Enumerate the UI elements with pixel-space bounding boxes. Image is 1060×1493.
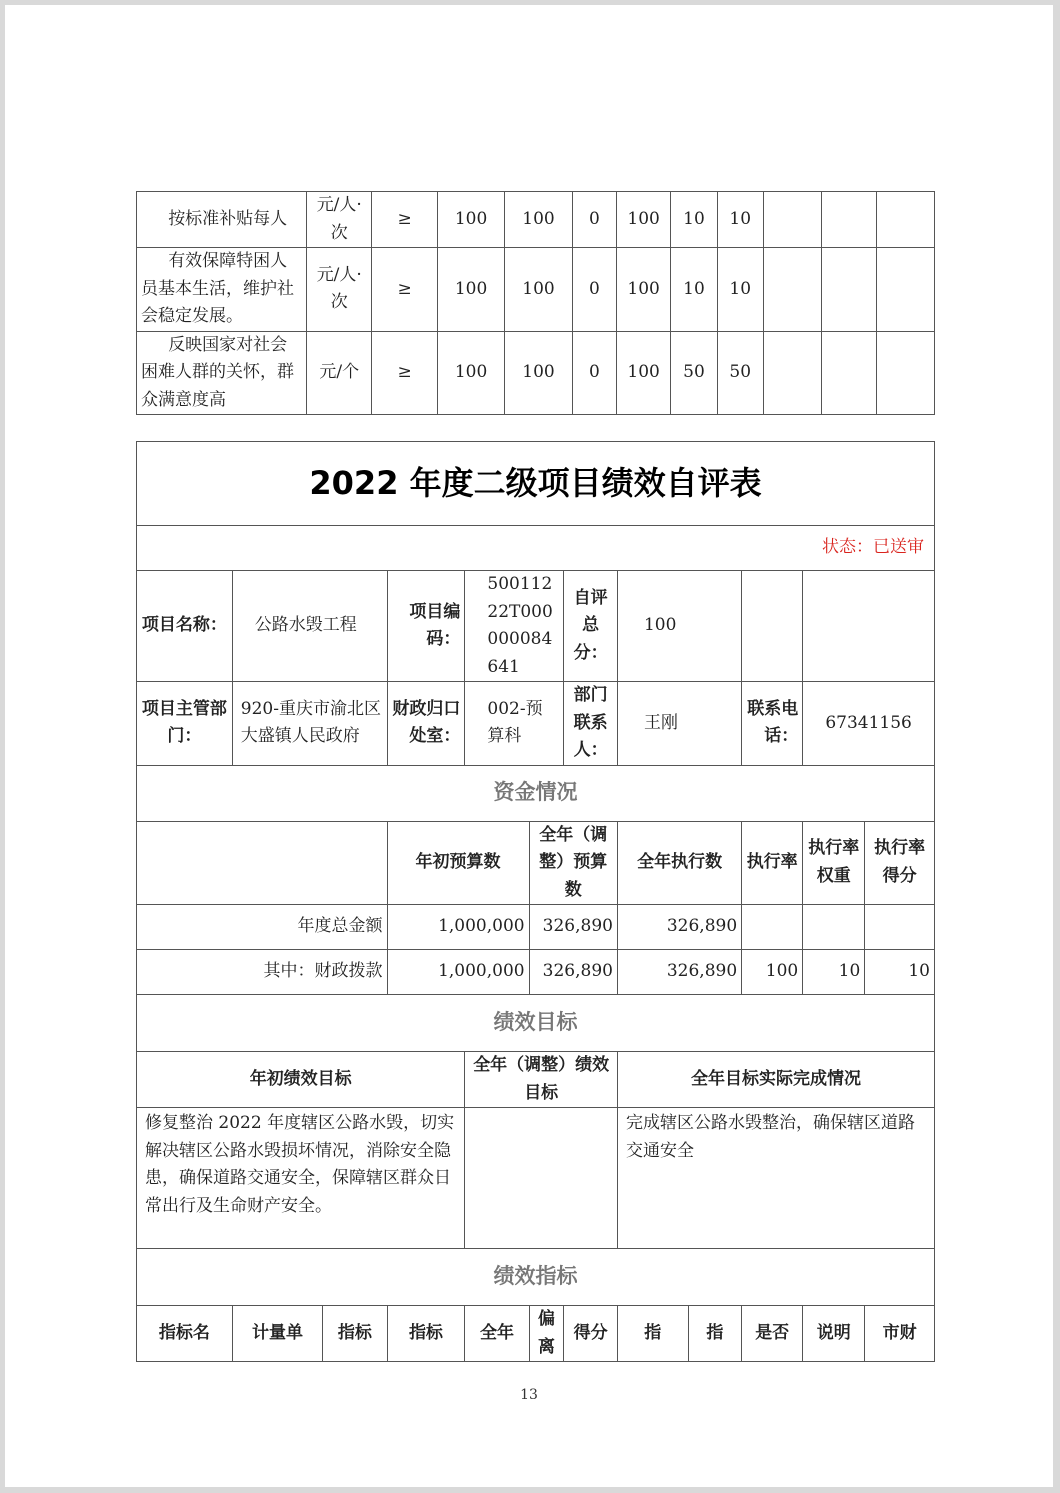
empty-cell [876,248,934,332]
goals-header: 年初绩效目标 [137,1052,465,1108]
funds-cell [742,905,803,950]
indicators-header: 市财 [865,1306,935,1362]
project-code-label: 项目编码： [387,571,465,682]
info-row [137,571,935,682]
indicator-value: 100 [616,192,670,248]
phone-label: 联系电话： [742,682,803,766]
goals-content-row [137,1108,935,1249]
dept-value: 920-重庆市渝北区大盛镇人民政府 [232,682,387,766]
indicator-value: 100 [437,192,504,248]
section-row [137,995,935,1052]
indicator-operator: ≥ [372,248,437,332]
indicator-value: 50 [717,331,763,415]
page-number: 13 [520,1387,538,1403]
contact-value: 王刚 [617,682,741,766]
empty-cell [822,192,876,248]
indicators-section-title: 绩效指标 [137,1249,935,1306]
empty-cell [763,192,821,248]
adjusted-goal [465,1108,618,1249]
indicator-value: 0 [572,248,616,332]
indicator-operator: ≥ [372,331,437,415]
indicator-value: 100 [505,192,572,248]
funds-header: 执行率权重 [803,821,865,905]
phone-value: 67341156 [803,682,935,766]
indicator-value: 10 [671,248,717,332]
dept-label: 项目主管部门： [137,682,233,766]
title-row [137,442,935,526]
empty-cell [763,248,821,332]
table-row [137,905,935,950]
goals-section-title: 绩效目标 [137,995,935,1052]
indicators-header: 得分 [564,1306,618,1362]
project-code-value: 50011222T000000084641 [465,571,564,682]
funds-header: 全年执行数 [617,821,741,905]
indicators-header: 指 [688,1306,742,1362]
indicator-value: 0 [572,331,616,415]
section-row [137,1249,935,1306]
contact-label: 部门联系人： [564,682,618,766]
goals-header: 全年（调整）绩效目标 [465,1052,618,1108]
indicator-value: 10 [717,248,763,332]
finance-office-value: 002-预算科 [465,682,564,766]
indicator-value: 100 [616,248,670,332]
funds-cell [803,905,865,950]
indicators-header: 指 [617,1306,688,1362]
indicators-header: 指标 [387,1306,465,1362]
empty-cell [137,821,388,905]
indicator-unit: 元/人·次 [307,248,372,332]
funds-cell: 10 [803,950,865,995]
funds-cell: 10 [865,950,935,995]
indicator-unit: 元/个 [307,331,372,415]
indicator-desc: 有效保障特困人员基本生活，维护社会稳定发展。 [137,248,307,332]
actual-completion: 完成辖区公路水毁整治，确保辖区道路交通安全 [617,1108,934,1249]
funds-cell [865,905,935,950]
funds-cell: 326,890 [617,905,741,950]
indicator-value: 100 [616,331,670,415]
project-name-label: 项目名称： [137,571,233,682]
empty-cell [763,331,821,415]
indicator-value: 10 [671,192,717,248]
status-row [137,526,935,571]
funds-header: 全年（调整）预算数 [529,821,617,905]
funds-cell: 326,890 [529,950,617,995]
goals-header: 全年目标实际完成情况 [617,1052,934,1108]
table-row [137,248,935,332]
funds-header-row [137,821,935,905]
funds-section-title: 资金情况 [137,765,935,821]
initial-goal: 修复整治 2022 年度辖区公路水毁，切实解决辖区公路水毁损坏情况，消除安全隐患，确保道路交通安全，保障辖区群众日常出行及生命财产安全。 [137,1108,465,1249]
indicator-continuation-table [136,191,935,415]
funds-cell: 1,000,000 [387,950,529,995]
empty-cell [822,331,876,415]
empty-cell [822,248,876,332]
indicator-value: 50 [671,331,717,415]
funds-row-label: 其中：财政拨款 [137,950,388,995]
funds-header: 执行率 [742,821,803,905]
empty-cell [803,571,935,682]
empty-cell [742,571,803,682]
indicator-value: 100 [505,331,572,415]
indicator-operator: ≥ [372,192,437,248]
indicator-value: 100 [505,248,572,332]
finance-office-label: 财政归口处室： [387,682,465,766]
indicators-header: 指标名 [137,1306,233,1362]
funds-header: 年初预算数 [387,821,529,905]
evaluation-form [136,441,935,1362]
status-badge: 状态：已送审 [137,526,935,571]
indicators-header-row [137,1306,935,1362]
indicators-header: 全年 [465,1306,529,1362]
indicator-value: 10 [717,192,763,248]
indicator-desc: 反映国家对社会困难人群的关怀，群众满意度高 [137,331,307,415]
indicator-value: 100 [437,331,504,415]
funds-cell: 326,890 [529,905,617,950]
indicator-desc: 按标准补贴每人 [137,192,307,248]
indicators-header: 计量单 [232,1306,323,1362]
table-row [137,950,935,995]
info-row [137,682,935,766]
page-title: 2022 年度二级项目绩效自评表 [137,442,935,526]
indicators-header: 偏离 [529,1306,564,1362]
empty-cell [876,331,934,415]
empty-cell [876,192,934,248]
document-page [5,5,1053,1487]
funds-row-label: 年度总金额 [137,905,388,950]
indicator-value: 100 [437,248,504,332]
indicators-header: 指标 [323,1306,387,1362]
self-score-label: 自评总分： [564,571,618,682]
table-row [137,192,935,248]
funds-cell: 100 [742,950,803,995]
funds-cell: 326,890 [617,950,741,995]
table-row [137,331,935,415]
funds-cell: 1,000,000 [387,905,529,950]
indicators-header: 是否 [742,1306,803,1362]
indicator-value: 0 [572,192,616,248]
funds-header: 执行率得分 [865,821,935,905]
goals-header-row [137,1052,935,1108]
self-score-value: 100 [617,571,741,682]
indicators-header: 说明 [803,1306,865,1362]
project-name-value: 公路水毁工程 [232,571,387,682]
section-row [137,765,935,821]
indicator-unit: 元/人·次 [307,192,372,248]
